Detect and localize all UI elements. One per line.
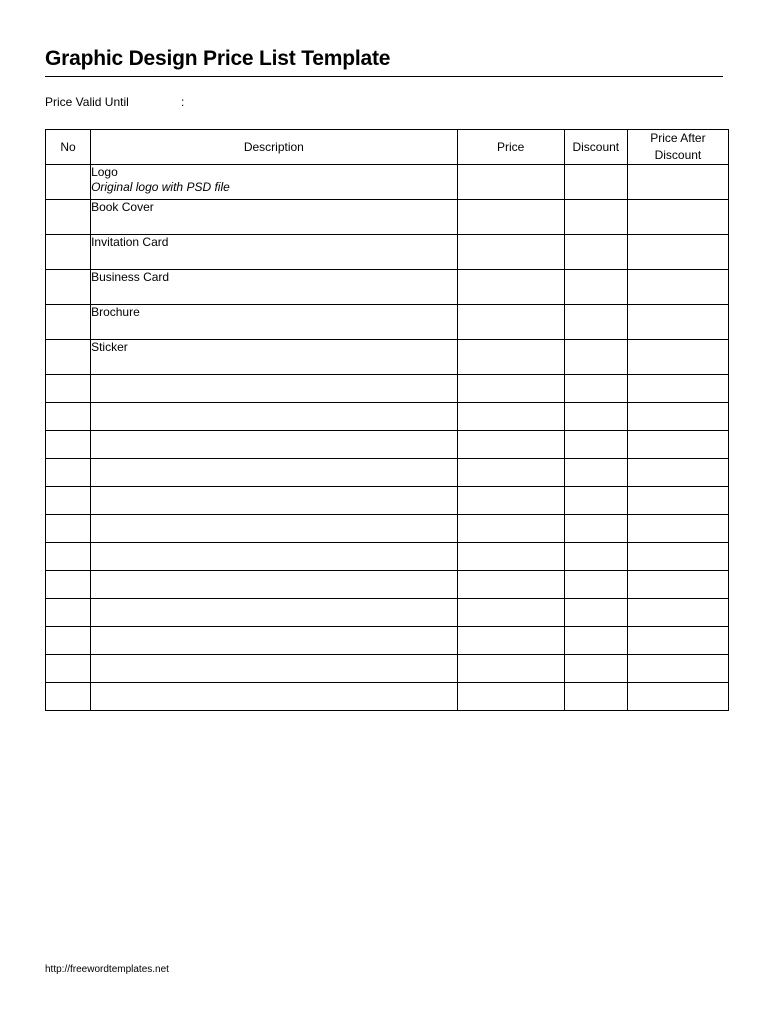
table-row [46, 340, 729, 375]
table-cell-empty [91, 515, 458, 543]
item-note: Original logo with PSD file [91, 180, 230, 194]
table-cell-empty [627, 571, 728, 599]
table-row-empty [46, 599, 729, 627]
cell-price-after-discount [627, 270, 728, 305]
table-cell-empty [91, 599, 458, 627]
price-valid-label: Price Valid Until [45, 95, 129, 109]
cell-description [91, 200, 458, 235]
page-title: Graphic Design Price List Template [45, 47, 391, 70]
cell-discount [564, 235, 627, 270]
table-cell-empty [91, 683, 458, 711]
table-row-empty [46, 375, 729, 403]
table-cell-empty [627, 375, 728, 403]
table-header-row [46, 130, 729, 165]
table-cell-empty [564, 543, 627, 571]
cell-description [91, 235, 458, 270]
table-row [46, 305, 729, 340]
table-row-empty [46, 655, 729, 683]
table-cell-empty [457, 459, 564, 487]
cell-discount [564, 340, 627, 375]
table-cell-empty [564, 571, 627, 599]
table-cell-empty [457, 515, 564, 543]
table-cell-empty [457, 487, 564, 515]
table-cell-empty [564, 515, 627, 543]
table-cell-empty [564, 431, 627, 459]
table-cell-empty [457, 571, 564, 599]
cell-no [46, 270, 91, 305]
table-cell-empty [627, 599, 728, 627]
table-row-empty [46, 431, 729, 459]
table-cell-empty [457, 543, 564, 571]
cell-price-after-discount [627, 305, 728, 340]
item-name: Brochure [91, 305, 140, 319]
table-cell-empty [46, 599, 91, 627]
table-cell-empty [91, 655, 458, 683]
cell-price [457, 235, 564, 270]
table-cell-empty [46, 515, 91, 543]
table-cell-empty [627, 655, 728, 683]
table-cell-empty [457, 403, 564, 431]
table-cell-empty [91, 459, 458, 487]
header-price-after-line1: Price After [650, 131, 706, 145]
header-price-after-discount [627, 130, 728, 165]
table-cell-empty [627, 403, 728, 431]
table-cell-empty [91, 403, 458, 431]
table-cell-empty [46, 403, 91, 431]
cell-no [46, 200, 91, 235]
cell-discount [564, 270, 627, 305]
table-cell-empty [564, 403, 627, 431]
table-cell-empty [91, 431, 458, 459]
table-row-empty [46, 403, 729, 431]
table-cell-empty [564, 487, 627, 515]
table-cell-empty [46, 487, 91, 515]
cell-price [457, 200, 564, 235]
cell-price-after-discount [627, 340, 728, 375]
table-row-empty [46, 627, 729, 655]
item-name: Book Cover [91, 200, 154, 214]
item-name: Logo [91, 165, 118, 179]
price-valid-row [45, 95, 184, 109]
item-name: Business Card [91, 270, 170, 284]
table-cell-empty [91, 571, 458, 599]
table-cell-empty [564, 683, 627, 711]
table-cell-empty [91, 487, 458, 515]
table-cell-empty [564, 375, 627, 403]
item-name: Sticker [91, 340, 128, 354]
table-cell-empty [564, 655, 627, 683]
table-cell-empty [457, 683, 564, 711]
table-cell-empty [91, 375, 458, 403]
table-cell-empty [46, 431, 91, 459]
cell-price [457, 270, 564, 305]
table-cell-empty [564, 627, 627, 655]
table-row [46, 235, 729, 270]
cell-description [91, 305, 458, 340]
title-divider [45, 76, 723, 77]
table-row-empty [46, 571, 729, 599]
cell-description [91, 340, 458, 375]
table-row-empty [46, 543, 729, 571]
table-cell-empty [627, 431, 728, 459]
table-cell-empty [627, 627, 728, 655]
cell-discount [564, 200, 627, 235]
header-price-after-line2: Discount [654, 148, 702, 162]
table-body [46, 165, 729, 711]
header-description: Description [91, 130, 458, 165]
header-no: No [46, 130, 91, 165]
footer-url: http://freewordtemplates.net [45, 964, 169, 975]
cell-description [91, 165, 458, 200]
cell-price-after-discount [627, 200, 728, 235]
table-cell-empty [91, 543, 458, 571]
table-cell-empty [627, 683, 728, 711]
table-row-empty [46, 487, 729, 515]
table-cell-empty [46, 627, 91, 655]
table-cell-empty [457, 627, 564, 655]
table-cell-empty [46, 375, 91, 403]
table-cell-empty [457, 655, 564, 683]
table-cell-empty [627, 487, 728, 515]
price-table [45, 129, 729, 711]
table-cell-empty [46, 459, 91, 487]
table-cell-empty [46, 571, 91, 599]
cell-discount [564, 305, 627, 340]
price-valid-separator: : [181, 95, 185, 109]
header-price: Price [457, 130, 564, 165]
table-row [46, 200, 729, 235]
cell-no [46, 340, 91, 375]
cell-price [457, 165, 564, 200]
table-cell-empty [627, 459, 728, 487]
table-cell-empty [91, 627, 458, 655]
table-cell-empty [627, 543, 728, 571]
table-cell-empty [457, 375, 564, 403]
table-row [46, 165, 729, 200]
cell-no [46, 235, 91, 270]
table-cell-empty [457, 599, 564, 627]
table-cell-empty [457, 431, 564, 459]
header-discount: Discount [564, 130, 627, 165]
table-cell-empty [564, 459, 627, 487]
cell-discount [564, 165, 627, 200]
cell-no [46, 305, 91, 340]
table-row [46, 270, 729, 305]
table-row-empty [46, 459, 729, 487]
cell-price-after-discount [627, 165, 728, 200]
cell-price [457, 305, 564, 340]
table-cell-empty [627, 515, 728, 543]
cell-price [457, 340, 564, 375]
cell-description [91, 270, 458, 305]
table-cell-empty [564, 599, 627, 627]
table-row-empty [46, 515, 729, 543]
cell-price-after-discount [627, 235, 728, 270]
item-name: Invitation Card [91, 235, 169, 249]
table-cell-empty [46, 543, 91, 571]
table-row-empty [46, 683, 729, 711]
table-cell-empty [46, 683, 91, 711]
table-cell-empty [46, 655, 91, 683]
cell-no [46, 165, 91, 200]
